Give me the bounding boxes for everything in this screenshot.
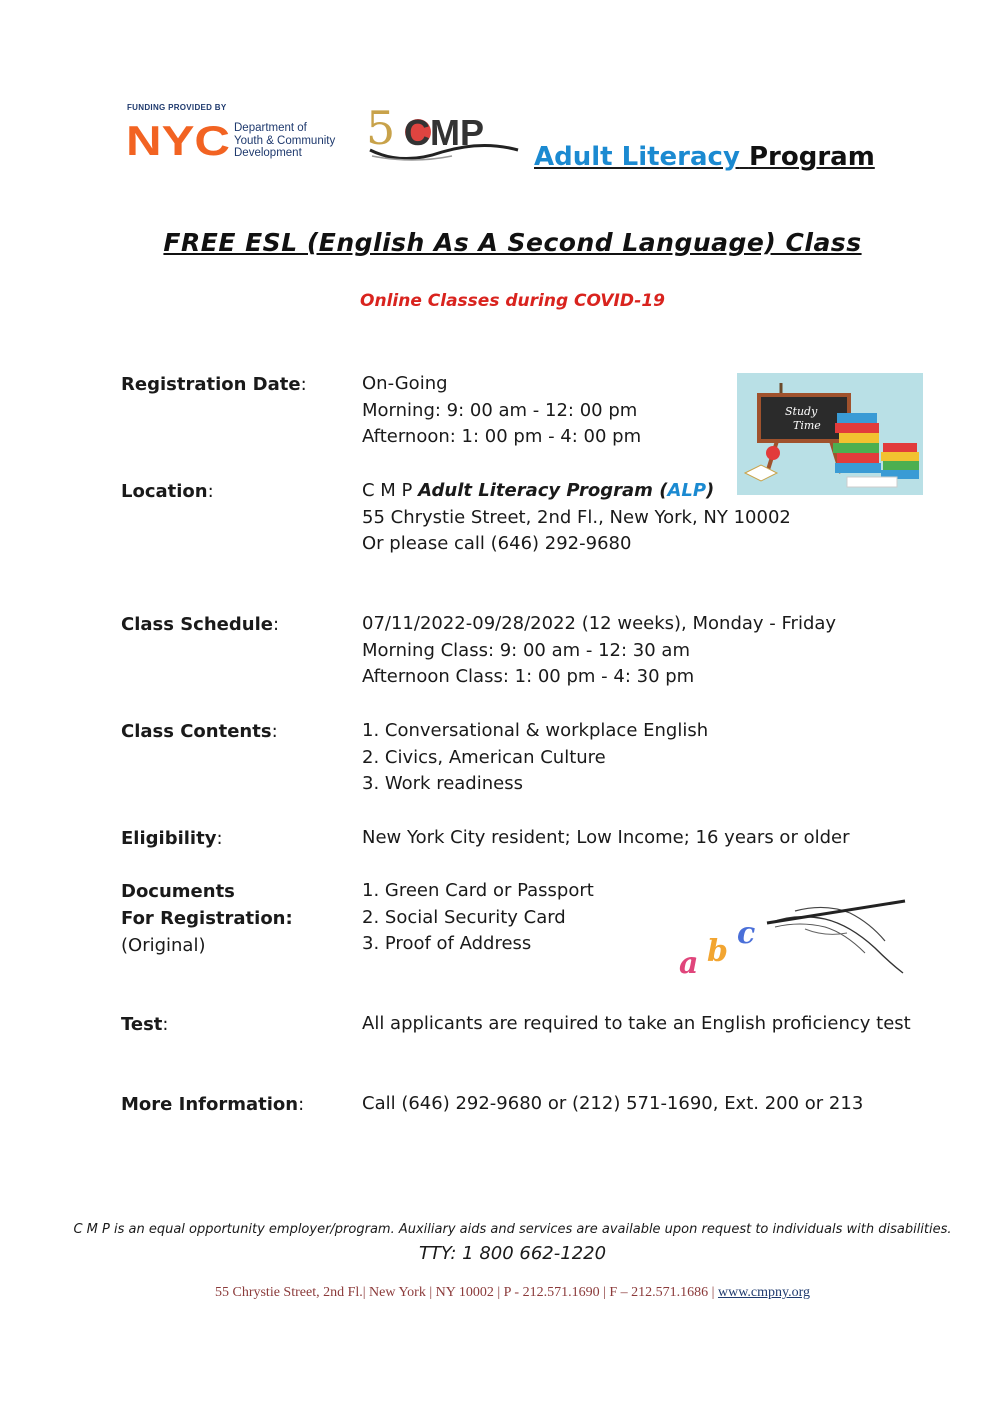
study-time-illustration [737, 373, 923, 495]
test-value [362, 1011, 911, 1038]
nyc-logo-text: NYC [126, 121, 230, 159]
documents-value [362, 878, 594, 958]
documents-line: 2. Social Security Card [362, 906, 566, 928]
registration-line: Morning: 9: 00 am - 12: 00 pm [362, 399, 638, 421]
schedule-value [362, 611, 836, 691]
registration-value [362, 371, 641, 451]
footer-address [0, 1285, 1000, 1301]
schedule-label: Class Schedule: [121, 614, 280, 635]
program-title [534, 142, 875, 172]
footer-address-text: 55 Chrystie Street, 2nd Fl.| New York | NY 10002 | P - 212.571.1690 | F – 212.571.1686 | [214, 1285, 718, 1300]
eligibility-label: Eligibility: [121, 828, 223, 849]
more-info-value [362, 1091, 863, 1118]
documents-label-2: For Registration: [121, 908, 293, 929]
test-line: All applicants are required to take an English proficiency test [362, 1013, 911, 1034]
test-label: Test: [121, 1014, 169, 1035]
documents-line: 1. Green Card or Passport [362, 880, 594, 901]
location-line: 55 Chrystie Street, 2nd Fl., New York, NY 10002 [362, 506, 791, 528]
schedule-line: 07/11/2022-09/28/2022 (12 weeks), Monday - Friday [362, 613, 837, 634]
location-value [362, 478, 791, 558]
cmp-logo [362, 98, 522, 168]
cmp-logo-text: CMP [404, 112, 484, 153]
documents-label [121, 878, 293, 959]
abc-letter-b: b [707, 934, 728, 969]
more-info-line: Call (646) 292-9680 or (212) 571-1690, Ext. 200 or 213 [362, 1093, 864, 1114]
abc-letter-a: a [679, 946, 699, 981]
contents-line: 2. Civics, American Culture [362, 746, 606, 768]
registration-label: Registration Date: [121, 374, 307, 395]
abc-letter-c: c [737, 916, 756, 951]
registration-line: On-Going [362, 373, 448, 394]
nyc-logo [126, 121, 230, 159]
location-program-abbr: ALP [667, 480, 707, 501]
location-paren-close: ) [706, 480, 715, 501]
documents-line: 3. Proof of Address [362, 933, 532, 955]
schedule-line: Afternoon Class: 1: 00 pm - 4: 30 pm [362, 666, 695, 688]
dept-line: Development [234, 147, 302, 159]
eligibility-line: New York City resident; Low Income; 16 years or older [362, 827, 850, 848]
contents-line: 1. Conversational & workplace English [362, 720, 709, 741]
documents-label-3: (Original) [121, 935, 206, 956]
location-line: Or please call (646) 292-9680 [362, 533, 632, 555]
location-prefix: C M P [362, 480, 419, 501]
footer-disclaimer: C M P is an equal opportunity employer/program. Auxiliary aids and services are available upon request to individuals with disabilities. [73, 1222, 952, 1237]
eligibility-value [362, 825, 849, 852]
location-line-program [362, 478, 791, 505]
study-caption-1: Study [785, 405, 818, 418]
program-title-blue: Adult Literacy [534, 142, 740, 172]
dept-line: Youth & Community [234, 134, 336, 147]
dept-name [234, 122, 335, 160]
main-title: FREE ESL (English As A Second Language) Class [163, 228, 862, 257]
subtitle: Online Classes during COVID-19 [360, 291, 665, 311]
dept-line: Department of [234, 122, 307, 134]
cmp-logo-full: 5CMP [362, 98, 365, 99]
registration-line: Afternoon: 1: 00 pm - 4: 00 pm [362, 426, 642, 448]
schedule-line: Morning Class: 9: 00 am - 12: 30 am [362, 639, 690, 661]
program-title-dark: Program [748, 142, 875, 172]
location-program-name: Adult Literacy Program [418, 480, 653, 501]
study-caption-2: Time [793, 419, 821, 432]
footer-tty: TTY: 1 800 662-1220 [418, 1243, 607, 1264]
funding-label: FUNDING PROVIDED BY [127, 103, 227, 112]
contents-value [362, 718, 708, 798]
location-paren-open: ( [652, 480, 668, 501]
location-label: Location: [121, 481, 214, 502]
contents-line: 3. Work readiness [362, 773, 523, 795]
documents-label-1: Documents [121, 881, 235, 902]
website-link[interactable]: www.cmpny.org [717, 1285, 811, 1300]
more-info-label: More Information: [121, 1094, 305, 1115]
cmp-logo-five: 5 [366, 101, 396, 155]
contents-label: Class Contents: [121, 721, 278, 742]
abc-writing-illustration [675, 893, 910, 983]
